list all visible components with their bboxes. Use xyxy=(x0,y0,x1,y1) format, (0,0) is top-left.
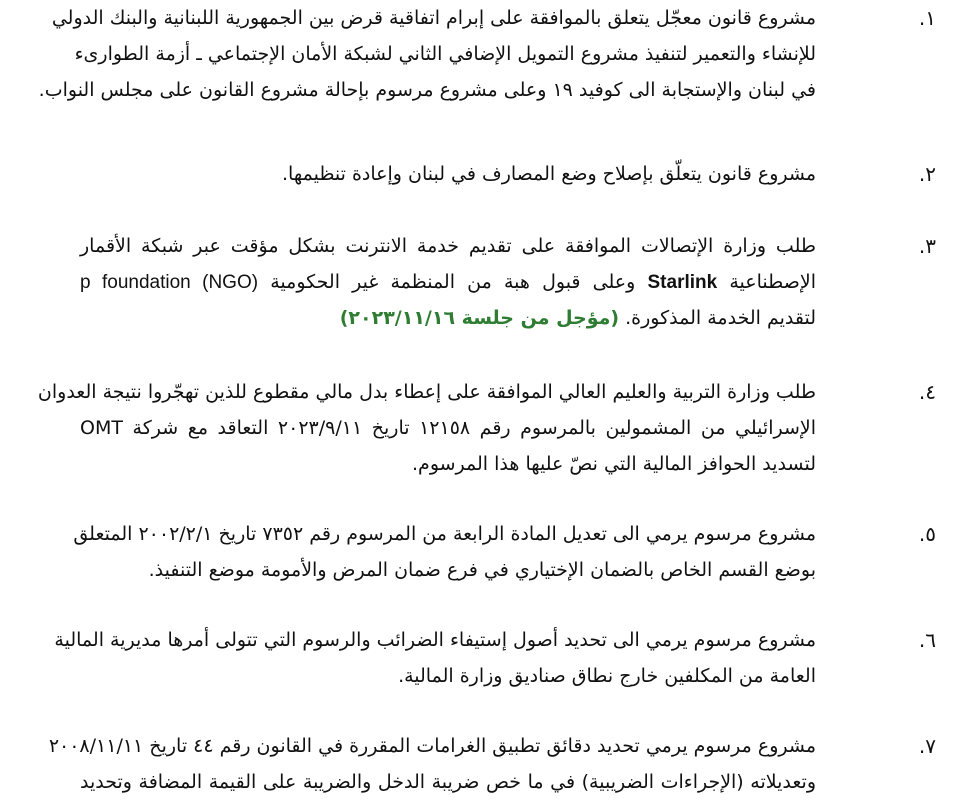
text-line: طلب وزارة الإتصالات الموافقة على تقديم خدمة الانترنت بشكل مؤقت عبر شبكة الأقمار xyxy=(80,235,816,257)
agenda-item-4 xyxy=(37,374,936,504)
item-number: ١. xyxy=(918,6,936,30)
ngo-name: p foundation (NGO) xyxy=(80,272,259,293)
agenda-item-7 xyxy=(48,728,936,800)
item-number: ٦. xyxy=(918,628,936,652)
agenda-item-1 xyxy=(38,0,936,130)
starlink-brand: Starlink xyxy=(647,272,718,293)
text-line: مشروع مرسوم يرمي الى تعديل المادة الرابعة من المرسوم رقم ٧٣٥٢ تاريخ ٢٠٠٢/٢/١ المتعلق xyxy=(73,523,816,545)
text-fragment: الإصطناعية xyxy=(729,271,816,293)
text-line: مشروع قانون معجّل يتعلق بالموافقة على إبرام اتفاقية قرض بين الجمهورية اللبنانية والبنك الدولي xyxy=(51,7,816,29)
item-text xyxy=(48,728,816,800)
item-text xyxy=(37,374,816,482)
text-line: مشروع مرسوم يرمي الى تحديد أصول إستيفاء الضرائب والرسوم التي تتولى أمرها مديرية المالية xyxy=(54,629,816,651)
postponed-note: (مؤجل من جلسة ٢٠٢٣/١١/١٦) xyxy=(339,307,620,329)
text-line: العامة من المكلفين خارج نطاق صناديق وزارة المالية. xyxy=(398,665,816,687)
item-text xyxy=(73,516,816,588)
item-text xyxy=(80,156,816,192)
text-line: طلب وزارة التربية والعليم العالي الموافقة على إعطاء بدل مالي مقطوع للذين تهجّروا نتيجة العدوان xyxy=(37,381,816,403)
text-line: بوضع القسم الخاص بالضمان الإختياري في فرع ضمان المرض والأمومة موضع التنفيذ. xyxy=(148,559,816,581)
text-line: لتسديد الحوافز المالية التي نصّ عليها هذا المرسوم. xyxy=(412,453,816,475)
item-text xyxy=(80,228,816,336)
item-number: ٤. xyxy=(918,380,936,404)
item-text xyxy=(54,622,816,694)
text-line: الإسرائيلي من المشمولين بالمرسوم رقم ١٢١٥٨ تاريخ ٢٠٢٣/٩/١١ التعاقد مع شركة OMT xyxy=(80,417,816,439)
text-line xyxy=(80,300,816,336)
item-text xyxy=(38,0,816,108)
text-line: وتعديلاته (الإجراءات الضريبية) في ما خص ضريبة الدخل والضريبة على القيمة المضافة وتحديد xyxy=(80,771,816,793)
item-number: ٧. xyxy=(918,734,936,758)
text-line: في لبنان والإستجابة الى كوفيد ١٩ وعلى مشروع مرسوم بإحالة مشروع القانون على مجلس النواب. xyxy=(38,79,816,101)
agenda-item-3 xyxy=(80,228,936,358)
text-line: مشروع مرسوم يرمي تحديد دقائق تطبيق الغرامات المقررة في القانون رقم ٤٤ تاريخ ٢٠٠٨/١١/١١ xyxy=(48,735,816,757)
item-number: ٣. xyxy=(918,234,936,258)
text-line xyxy=(80,264,816,300)
text-line: للإنشاء والتعمير لتنفيذ مشروع التمويل الإضافي الثاني لشبكة الأمان الإجتماعي ـ أزمة الطوارىء xyxy=(74,43,816,65)
item-number: ٢. xyxy=(918,162,936,186)
text-fragment: وعلى قبول هبة من المنظمة غير الحكومية xyxy=(270,271,636,293)
text-fragment: لتقديم الخدمة المذكورة. xyxy=(625,307,816,329)
text-line: مشروع قانون يتعلّق بإصلاح وضع المصارف في لبنان وإعادة تنظيمها. xyxy=(282,163,816,185)
item-number: ٥. xyxy=(918,522,936,546)
